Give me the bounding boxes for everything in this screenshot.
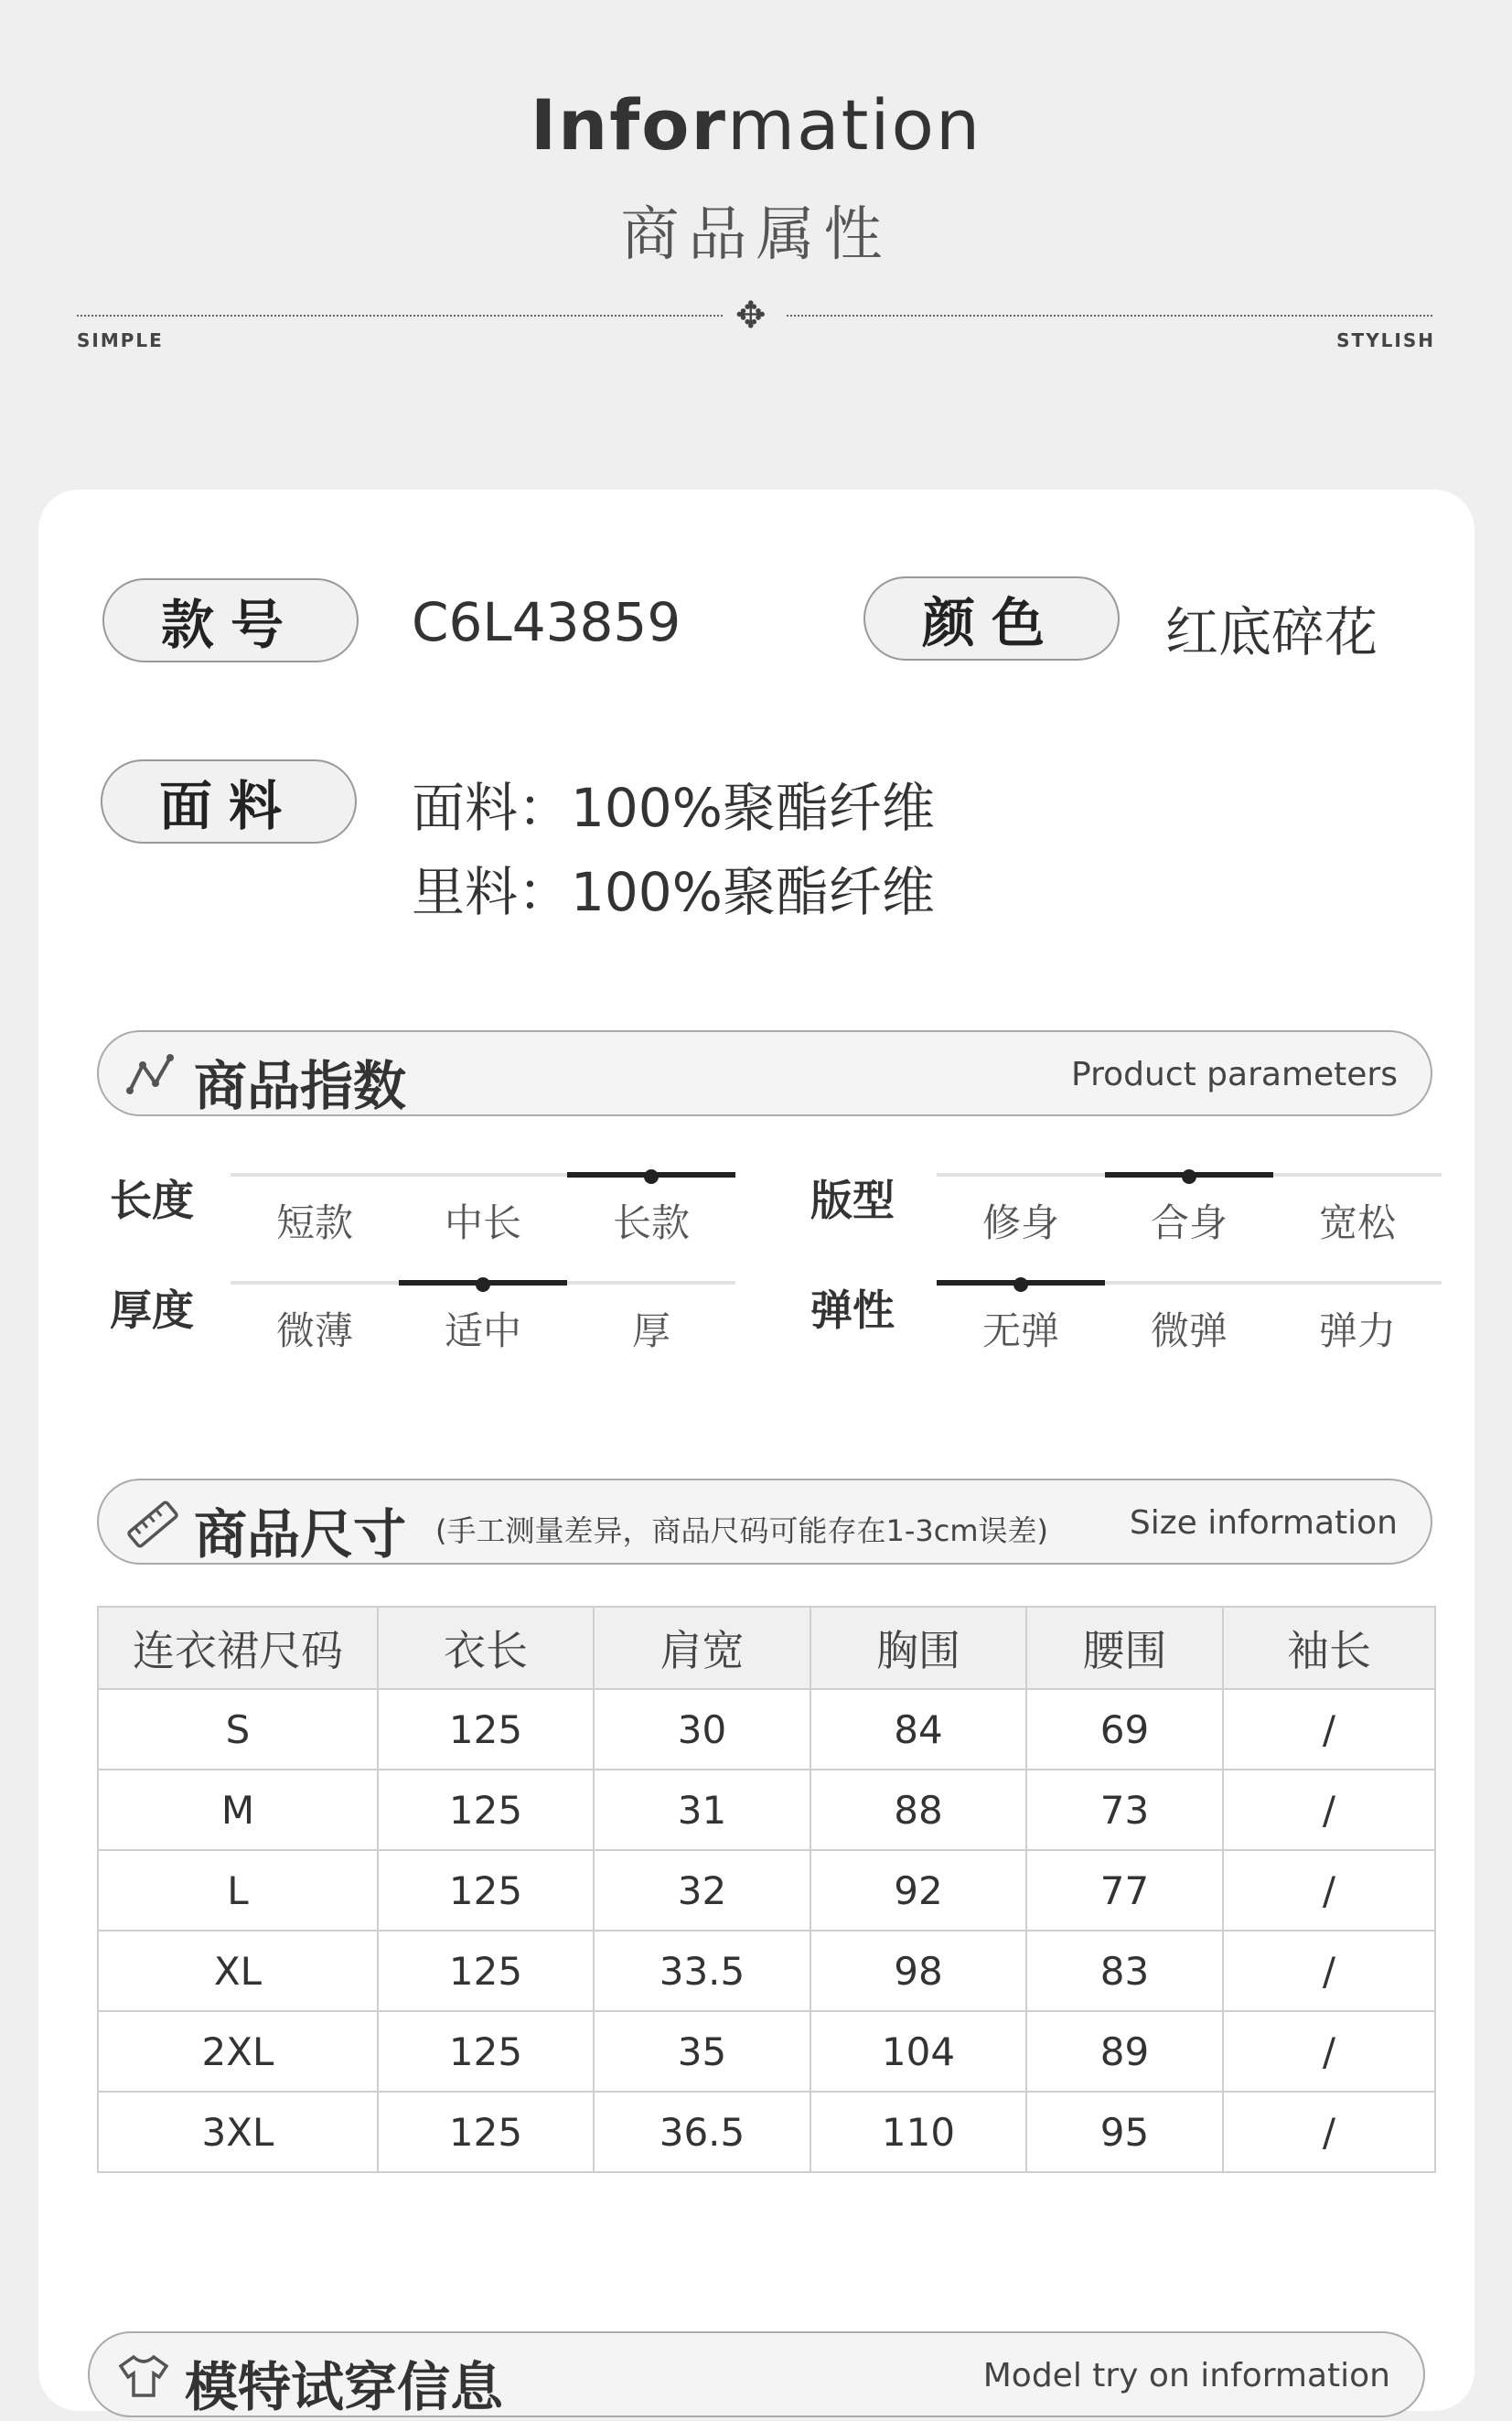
size-cell: 36.5 — [594, 2092, 810, 2172]
style-no-label: 款号 — [102, 578, 359, 662]
title-rest-part: mation — [726, 84, 982, 166]
color-value: 红底碎花 — [1165, 601, 1378, 663]
size-cell: 98 — [810, 1931, 1026, 2011]
size-cell: 125 — [378, 1850, 594, 1931]
page-title — [0, 84, 1512, 166]
size-cell: / — [1223, 2092, 1435, 2172]
model-title-en: Model try on information — [982, 2357, 1390, 2394]
size-header-cell: 胸围 — [810, 1607, 1026, 1689]
param-selected-dot — [644, 1169, 659, 1184]
size-section-header — [97, 1479, 1432, 1565]
simple-caption: SIMPLE — [77, 329, 164, 351]
param-selected-dot — [1013, 1277, 1028, 1292]
param-option: 合身 — [1150, 1200, 1228, 1245]
param-option: 厚 — [631, 1308, 670, 1353]
param-selected-dot — [1182, 1169, 1196, 1184]
size-table-header-row — [98, 1607, 1435, 1689]
size-cell: 110 — [810, 2092, 1026, 2172]
table-row — [98, 1931, 1435, 2011]
param-selected-dot — [476, 1277, 490, 1292]
color-label: 颜色 — [863, 576, 1120, 661]
size-cell: 89 — [1026, 2011, 1223, 2092]
model-section-header — [88, 2331, 1425, 2417]
size-cell: 88 — [810, 1770, 1026, 1850]
size-cell: 33.5 — [594, 1931, 810, 2011]
size-cell: 3XL — [98, 2092, 378, 2172]
table-row — [98, 1689, 1435, 1770]
param-option: 弹力 — [1318, 1308, 1396, 1353]
param-label: 厚度 — [110, 1286, 194, 1335]
size-cell: / — [1223, 1931, 1435, 2011]
stylish-caption: STYLISH — [1336, 329, 1435, 351]
param-option: 长款 — [612, 1200, 690, 1245]
param-option: 宽松 — [1318, 1200, 1396, 1245]
title-bold-part: Infor — [530, 84, 727, 166]
model-title: 模特试穿信息 — [185, 2356, 504, 2418]
fabric-line-lining: 里料：100%聚酯纤维 — [412, 861, 935, 923]
divider-right — [787, 315, 1432, 317]
cross-arrows-icon: ✥ — [735, 295, 767, 337]
divider-left — [77, 315, 723, 317]
size-header-cell: 连衣裙尺码 — [98, 1607, 378, 1689]
size-table — [97, 1606, 1436, 2173]
size-cell: 35 — [594, 2011, 810, 2092]
size-cell: 104 — [810, 2011, 1026, 2092]
table-row — [98, 2011, 1435, 2092]
size-cell: 30 — [594, 1689, 810, 1770]
fabric-label: 面料 — [101, 759, 357, 844]
fabric-line-outer: 面料：100%聚酯纤维 — [412, 777, 935, 839]
table-row — [98, 1850, 1435, 1931]
size-cell: 32 — [594, 1850, 810, 1931]
params-section-header — [97, 1030, 1432, 1116]
size-cell: 84 — [810, 1689, 1026, 1770]
size-cell: L — [98, 1850, 378, 1931]
size-cell: S — [98, 1689, 378, 1770]
param-option: 短款 — [275, 1200, 353, 1245]
page-subtitle: 商品属性 — [620, 201, 892, 269]
param-option: 微薄 — [275, 1308, 353, 1353]
size-cell: 125 — [378, 1770, 594, 1850]
param-option: 无弹 — [981, 1308, 1059, 1353]
size-title: 商品尺寸 — [194, 1503, 407, 1566]
size-title-en: Size information — [1129, 1504, 1398, 1542]
size-cell: 73 — [1026, 1770, 1223, 1850]
size-header-cell: 腰围 — [1026, 1607, 1223, 1689]
param-label: 版型 — [810, 1176, 895, 1225]
ruler-icon — [126, 1501, 179, 1548]
size-header-cell: 袖长 — [1223, 1607, 1435, 1689]
size-cell: XL — [98, 1931, 378, 2011]
size-cell: M — [98, 1770, 378, 1850]
size-header-cell: 肩宽 — [594, 1607, 810, 1689]
size-cell: 2XL — [98, 2011, 378, 2092]
table-row — [98, 2092, 1435, 2172]
params-title: 商品指数 — [194, 1055, 407, 1117]
param-option: 中长 — [444, 1200, 521, 1245]
param-option: 修身 — [981, 1200, 1059, 1245]
size-cell: 92 — [810, 1850, 1026, 1931]
tshirt-icon — [117, 2353, 170, 2399]
size-cell: / — [1223, 2011, 1435, 2092]
param-label: 弹性 — [810, 1286, 895, 1335]
size-cell: 69 — [1026, 1689, 1223, 1770]
size-cell: 125 — [378, 2092, 594, 2172]
size-cell: 125 — [378, 2011, 594, 2092]
size-header-cell: 衣长 — [378, 1607, 594, 1689]
param-label: 长度 — [110, 1176, 194, 1225]
size-cell: 95 — [1026, 2092, 1223, 2172]
size-cell: 125 — [378, 1931, 594, 2011]
size-cell: 77 — [1026, 1850, 1223, 1931]
chart-line-icon — [126, 1052, 176, 1098]
size-cell: 83 — [1026, 1931, 1223, 2011]
size-cell: / — [1223, 1850, 1435, 1931]
size-cell: 125 — [378, 1689, 594, 1770]
size-cell: / — [1223, 1689, 1435, 1770]
param-option: 适中 — [444, 1308, 521, 1353]
param-option: 微弹 — [1150, 1308, 1228, 1353]
size-cell: / — [1223, 1770, 1435, 1850]
style-no-value: C6L43859 — [412, 591, 681, 653]
table-row — [98, 1770, 1435, 1850]
size-note: (手工测量差异，商品尺码可能存在1-3cm误差) — [435, 1513, 1049, 1548]
params-title-en: Product parameters — [1071, 1056, 1398, 1093]
size-cell: 31 — [594, 1770, 810, 1850]
